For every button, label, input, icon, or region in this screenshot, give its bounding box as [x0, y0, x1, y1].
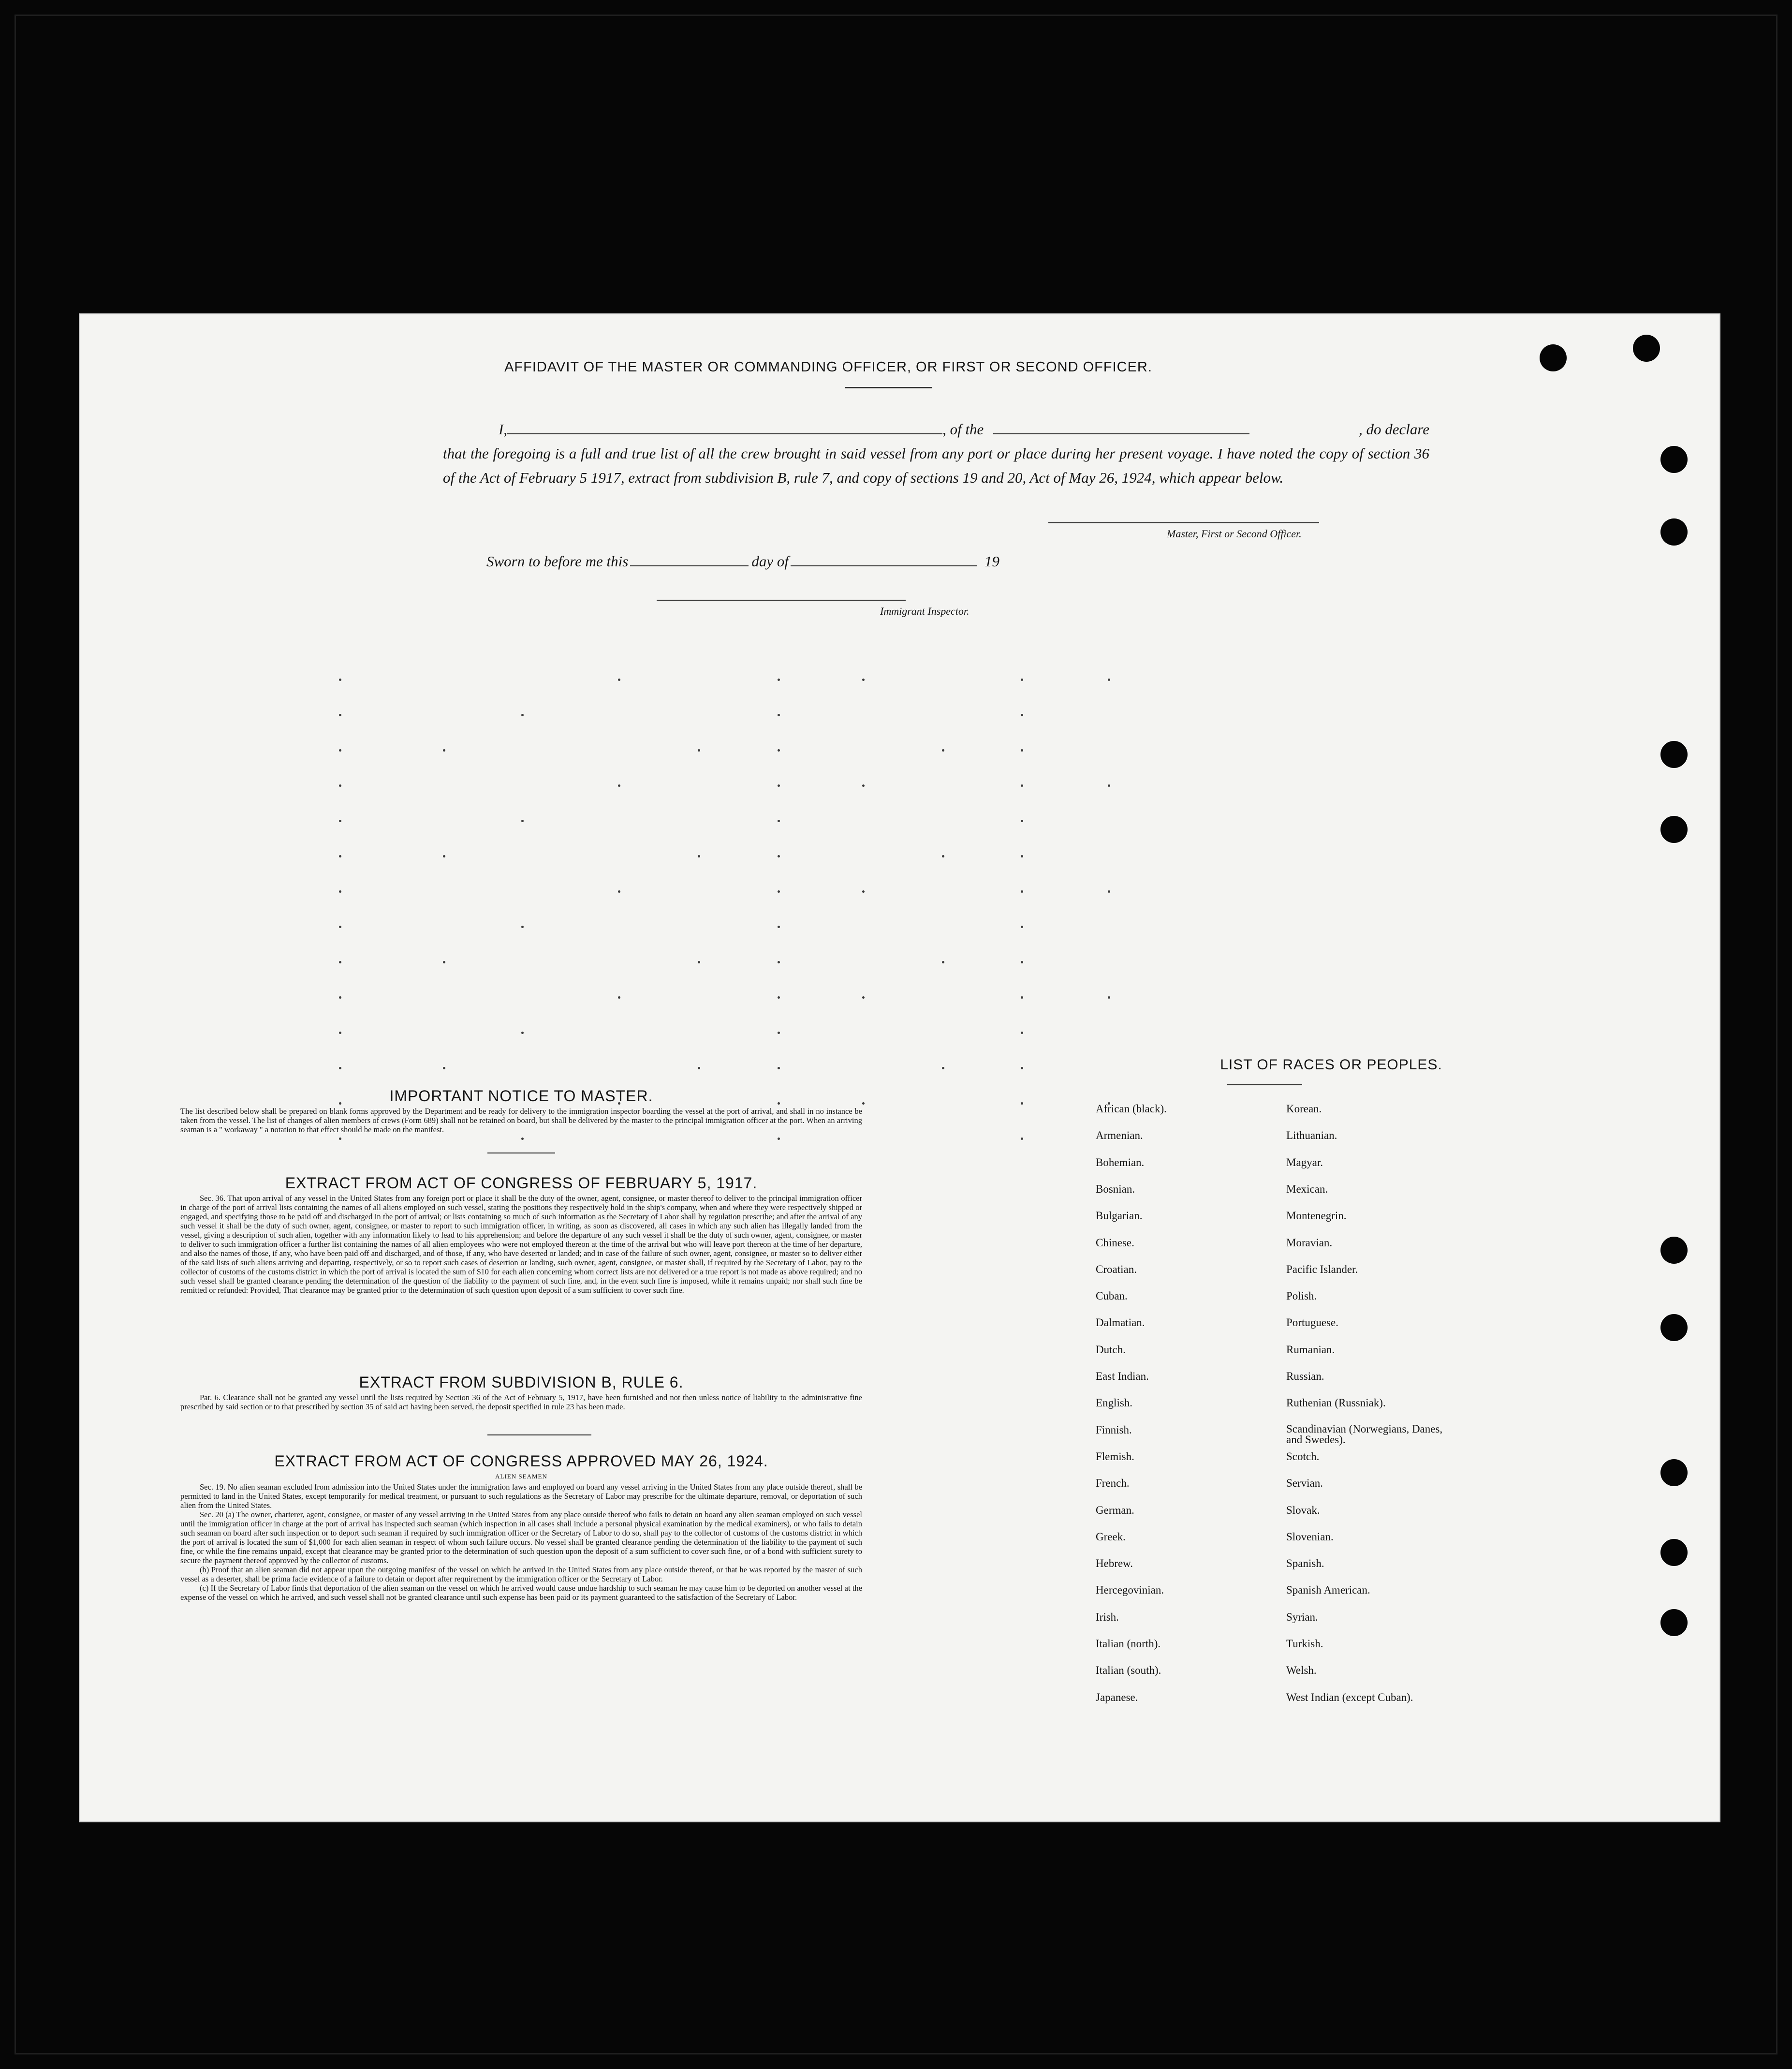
race-item: Mexican.	[1286, 1182, 1328, 1195]
ghost-dot	[339, 855, 341, 857]
punch-hole	[1660, 1237, 1688, 1264]
ghost-dot	[1021, 855, 1023, 857]
extract-1924-sec19: Sec. 19. No alien seaman excluded from admission into the United States under the immigration laws and employed on board any vessel arriving in the United States from any place outside thereof, shall be permitted to land in the United States, except temporarily for medical treatment, or pursuant to such regulations as the Secretary of Labor may prescribe for the ultimate departure, removal, or deportation of such alien from the United States.	[180, 1482, 862, 1510]
race-item: Slovak.	[1286, 1504, 1320, 1516]
races-title-rule	[1227, 1084, 1302, 1085]
ghost-dot	[778, 714, 780, 716]
race-item: East Indian.	[1096, 1370, 1149, 1382]
ghost-dot	[618, 890, 620, 893]
ghost-dot	[778, 820, 780, 822]
affidavit-title-rule	[845, 387, 932, 388]
sworn-day-blank[interactable]	[630, 554, 749, 566]
affidavit-of-the: , of the	[942, 421, 984, 438]
race-item: Polish.	[1286, 1290, 1317, 1302]
ghost-dot	[862, 784, 865, 787]
ghost-dot	[339, 996, 341, 999]
master-signature-caption: Master, First or Second Officer.	[1167, 528, 1302, 540]
ghost-dot	[339, 714, 341, 716]
ghost-dot	[618, 679, 620, 681]
ghost-dot	[1021, 1138, 1023, 1140]
ghost-dot	[339, 679, 341, 681]
ghost-dot	[942, 855, 944, 857]
ghost-dot	[942, 1067, 944, 1069]
race-item: Italian (south).	[1096, 1664, 1161, 1677]
ghost-dot	[778, 784, 780, 787]
extract-1924-body	[180, 1482, 862, 1602]
ghost-dot	[1021, 714, 1023, 716]
ghost-dot	[778, 1138, 780, 1140]
affidavit-do-declare: , do declare	[1358, 421, 1429, 438]
punch-hole	[1633, 335, 1660, 362]
race-item: Lithuanian.	[1286, 1129, 1337, 1142]
affidavit-title: AFFIDAVIT OF THE MASTER OR COMMANDING OFFICER, OR FIRST OR SECOND OFFICER.	[504, 359, 1152, 375]
race-item: Turkish.	[1286, 1638, 1323, 1650]
affidavit-first-line	[443, 417, 1429, 442]
ghost-dot	[1108, 679, 1110, 681]
ghost-dot	[339, 1032, 341, 1034]
race-item: West Indian (except Cuban).	[1286, 1691, 1413, 1703]
ghost-dot	[1021, 926, 1023, 928]
ghost-dot	[778, 996, 780, 999]
ghost-dot	[862, 1102, 865, 1105]
ghost-dot	[778, 855, 780, 857]
ghost-dot	[698, 1067, 700, 1069]
punch-hole	[1660, 446, 1688, 473]
race-item: Flemish.	[1096, 1450, 1134, 1463]
ghost-dot	[1021, 820, 1023, 822]
race-item: Pacific Islander.	[1286, 1263, 1358, 1275]
race-item: Magyar.	[1286, 1156, 1323, 1168]
ghost-dot	[443, 1067, 445, 1069]
extract-1917-text: Sec. 36. That upon arrival of any vessel in the United States from any foreign port or place it shall be the duty of the owner, agent, consignee, or master thereof to deliver to the principal immigration officer in charge of the port of arrival lists containing the names of all aliens employed on such vessel, stating the positions they respectively hold in the ship's company, when and where they were respectively shipped or engaged, and specifying those to be paid off and discharged in the port of arrival; or lists containing so much of such information as the Secretary of Labor shall by regulation prescribe; and after the arrival of any such vessel it shall be the duty of such owner, agent, consignee, or master to report to such immigration officer, in writing, as soon as discovered, all cases in which any such alien has illegally landed from the vessel, giving a description of such alien, together with any information likely to lead to his apprehension; and before the departure of any such vessel it shall be the duty of such owner, agent, consignee, or master to deliver to such immigration officer a further list containing the names of all alien employees who were not employed thereon at the time of the arrival but who will leave port thereon at the time of her departure, and also the names of those, if any, who have been paid off and discharged, and of those, if any, who have deserted or landed; and in case of the failure of such owner, agent, consignee, or master so to deliver either of the said lists of such aliens arriving and departing, respectively, or so to report such cases of desertion or landing, such owner, agent, consignee, or master shall, if required by the Secretary of Labor, pay to the collector of customs of the customs district in which the port of arrival is located the sum of $10 for each alien concerning whom correct lists are not delivered or a true report is not made as above required; and no such vessel shall be granted clearance pending the determination of the question of the liability to the payment of such fine, and, in the event such fine is imposed, while it remains unpaid; nor shall such fine be remitted or refunded: Provided, That clearance may be granted prior to the determination of such question upon deposit of a sum sufficient to cover such fine.	[180, 1194, 862, 1295]
race-item: Finnish.	[1096, 1423, 1132, 1436]
ghost-dot	[443, 855, 445, 857]
race-item: Spanish.	[1286, 1557, 1324, 1570]
race-item: Dutch.	[1096, 1343, 1126, 1356]
master-signature-line[interactable]	[1048, 522, 1319, 523]
race-item: Italian (north).	[1096, 1638, 1161, 1650]
extract-rule6-title: EXTRACT FROM SUBDIVISION B, RULE 6.	[359, 1374, 684, 1391]
race-item: Slovenian.	[1286, 1530, 1334, 1543]
race-item: Korean.	[1286, 1103, 1322, 1115]
ghost-dot	[618, 784, 620, 787]
extract-1924-title: EXTRACT FROM ACT OF CONGRESS APPROVED MAY 26, 1924.	[274, 1452, 768, 1470]
name-blank-line[interactable]	[507, 422, 942, 434]
punch-hole	[1660, 518, 1688, 546]
race-item: Hebrew.	[1096, 1557, 1133, 1570]
ghost-dot	[339, 749, 341, 752]
notice-text: The list described below shall be prepared on blank forms approved by the Department and be ready for delivery to the immigration inspector boarding the vessel at the port of arrival, and shall in no instance be taken from the vessel. The list of changes of alien members of crews (Form 689) shall not be retained on board, but shall be delivered by the master to the principal immigration officer at the port. When an arriving seaman is a " workaway " a notation to that effect should be made on the manifest.	[180, 1107, 862, 1134]
race-item: Chinese.	[1096, 1236, 1134, 1249]
race-item: Hercegovinian.	[1096, 1584, 1164, 1596]
extract-1917-title: EXTRACT FROM ACT OF CONGRESS OF FEBRUARY 5, 1917.	[285, 1174, 758, 1192]
sworn-month-blank[interactable]	[791, 554, 977, 566]
ghost-dot	[1021, 1067, 1023, 1069]
sworn-day-of: day of	[751, 553, 789, 570]
race-item: German.	[1096, 1504, 1134, 1516]
race-item: Croatian.	[1096, 1263, 1137, 1275]
race-item: English.	[1096, 1397, 1133, 1409]
inspector-signature-caption: Immigrant Inspector.	[880, 605, 969, 617]
race-item: Cuban.	[1096, 1290, 1128, 1302]
extract-1924-sec20b: (b) Proof that an alien seaman did not appear upon the outgoing manifest of the vessel on which he arrived in the United States from any place outside thereof, or that he was reported by the master of such vessel as a deserter, shall be prima facie evidence of a failure to detain or deport after requirement by the immigration officer or the Secretary of Labor.	[180, 1565, 862, 1583]
punch-hole	[1660, 741, 1688, 768]
race-item: Bulgarian.	[1096, 1210, 1143, 1222]
ghost-dot	[443, 749, 445, 752]
inspector-signature-line[interactable]	[657, 600, 906, 601]
ghost-dot	[942, 961, 944, 963]
sworn-year: 19	[984, 553, 999, 570]
ghost-dot	[1108, 784, 1110, 787]
race-item: Bohemian.	[1096, 1156, 1145, 1168]
ghost-dot	[1021, 749, 1023, 752]
race-item: Scotch.	[1286, 1450, 1320, 1463]
ghost-dot	[521, 926, 524, 928]
punch-hole	[1660, 1459, 1688, 1486]
ghost-dot	[1021, 784, 1023, 787]
ghost-dot	[862, 996, 865, 999]
ghost-dot	[521, 1032, 524, 1034]
ghost-dot	[521, 820, 524, 822]
sworn-text: Sworn to before me this	[486, 553, 629, 570]
ghost-dot	[339, 1067, 341, 1069]
ghost-dot	[339, 1138, 341, 1140]
extract-1924-sec20c: (c) If the Secretary of Labor finds that deportation of the alien seaman on the vessel on which he arrived would cause undue hardship to such seaman he may cause him to be deported on another vessel at the expense of the vessel on which he arrived, and such vessel shall not be granted clearance until such expense has been paid or its payment guaranteed to the satisfaction of the Secretary of Labor.	[180, 1583, 862, 1602]
race-item: Bosnian.	[1096, 1182, 1135, 1195]
ghost-dot	[443, 961, 445, 963]
race-item: Dalmatian.	[1096, 1316, 1145, 1329]
punch-hole	[1660, 1314, 1688, 1341]
race-item: French.	[1096, 1477, 1130, 1490]
notice-title: IMPORTANT NOTICE TO MASTER.	[389, 1087, 653, 1105]
ghost-dot	[339, 820, 341, 822]
ghost-dot	[1021, 890, 1023, 893]
ghost-dot	[698, 855, 700, 857]
document-page	[79, 313, 1720, 1822]
ghost-dot	[618, 996, 620, 999]
race-item: Moravian.	[1286, 1236, 1333, 1249]
race-item: Spanish American.	[1286, 1584, 1370, 1596]
race-item: Japanese.	[1096, 1691, 1138, 1703]
race-item: Welsh.	[1286, 1664, 1317, 1677]
ghost-dot	[339, 784, 341, 787]
race-item: Irish.	[1096, 1611, 1119, 1623]
ghost-dot	[1021, 1102, 1023, 1105]
race-item: Greek.	[1096, 1530, 1126, 1543]
race-item: Portuguese.	[1286, 1316, 1338, 1329]
punch-hole	[1660, 1609, 1688, 1636]
race-item: Montenegrin.	[1286, 1210, 1347, 1222]
affidavit-declaration-text: that the foregoing is a full and true list of all the crew brought in said vessel from any port or place during her present voyage. I have noted the copy of section 36 of the Act of February 5 1917, extract from subdivision B, rule 7, and copy of sections 19 and 20, Act of May 26, 1924, which appear below.	[443, 445, 1429, 486]
ghost-dot	[1021, 996, 1023, 999]
race-item: Armenian.	[1096, 1129, 1143, 1142]
race-item: Scandinavian (Norwegians, Danes, and Swedes).	[1286, 1422, 1443, 1446]
race-item: Syrian.	[1286, 1611, 1318, 1623]
ghost-dot	[778, 1067, 780, 1069]
ghost-dot	[862, 890, 865, 893]
ghost-dot	[339, 890, 341, 893]
vessel-blank-line[interactable]	[993, 422, 1249, 434]
extract-rule6-text: Par. 6. Clearance shall not be granted any vessel until the lists required by Section 36 of the Act of February 5, 1917, have been furnished and not then unless notice of liability to the administrative fine prescribed by said section or to that prescribed by section 35 of said act having been served, the deposit specified in rule 23 has been made.	[180, 1393, 862, 1411]
ghost-dot	[778, 749, 780, 752]
ghost-dot	[778, 679, 780, 681]
ghost-dot	[339, 961, 341, 963]
ghost-dot	[698, 961, 700, 963]
extract-1924-subtitle: ALIEN SEAMEN	[495, 1473, 547, 1480]
race-item: Servian.	[1286, 1477, 1323, 1490]
ghost-dot	[1108, 890, 1110, 893]
ghost-dot	[1021, 1032, 1023, 1034]
extract-1924-sec20a: Sec. 20 (a) The owner, charterer, agent, consignee, or master of any vessel arriving in the United States from any place outside thereof who fails to detain on board any alien seaman employed on such vessel until the immigration officer in charge at the port of arrival has inspected such seaman (which inspection in all cases shall include a personal physical examination by the medical examiners), or who fails to detain such seaman on board after such inspection or to deport such seaman if required by such immigration officer or the Secretary of Labor to do so, shall pay to the collector of customs of the customs district in which the port of arrival is located the sum of $1,000 for each alien seaman in respect of whom such failure occurs. No vessel shall be granted clearance pending the determination of the liability to the payment of such fine, or while the fine remains unpaid, except that clearance may be granted prior to the determination of such question upon the deposit of a sum sufficient to cover such fine, or of a bond with sufficient surety to secure the payment thereof approved by the collector of customs.	[180, 1510, 862, 1565]
ghost-dot	[698, 749, 700, 752]
race-item: African (black).	[1096, 1103, 1167, 1115]
sworn-line	[486, 553, 999, 570]
punch-hole	[1540, 344, 1567, 371]
ghost-dot	[862, 679, 865, 681]
ghost-dot	[1021, 679, 1023, 681]
ghost-dot	[339, 926, 341, 928]
ghost-dot	[778, 1032, 780, 1034]
affidavit-body	[443, 417, 1429, 490]
race-item: Rumanian.	[1286, 1343, 1335, 1356]
affidavit-i: I,	[499, 421, 508, 438]
ghost-dot	[942, 749, 944, 752]
races-title: LIST OF RACES OR PEOPLES.	[1220, 1057, 1442, 1073]
punch-hole	[1660, 816, 1688, 843]
ghost-dot	[778, 926, 780, 928]
race-item: Russian.	[1286, 1370, 1324, 1382]
ghost-dot	[778, 961, 780, 963]
ghost-dot	[521, 714, 524, 716]
race-item: Ruthenian (Russniak).	[1286, 1397, 1386, 1409]
punch-hole	[1660, 1539, 1688, 1566]
ghost-dot	[778, 890, 780, 893]
ghost-dot	[1108, 996, 1110, 999]
ghost-dot	[1021, 961, 1023, 963]
rule6-rule	[487, 1434, 591, 1435]
ghost-dot	[521, 1138, 524, 1140]
